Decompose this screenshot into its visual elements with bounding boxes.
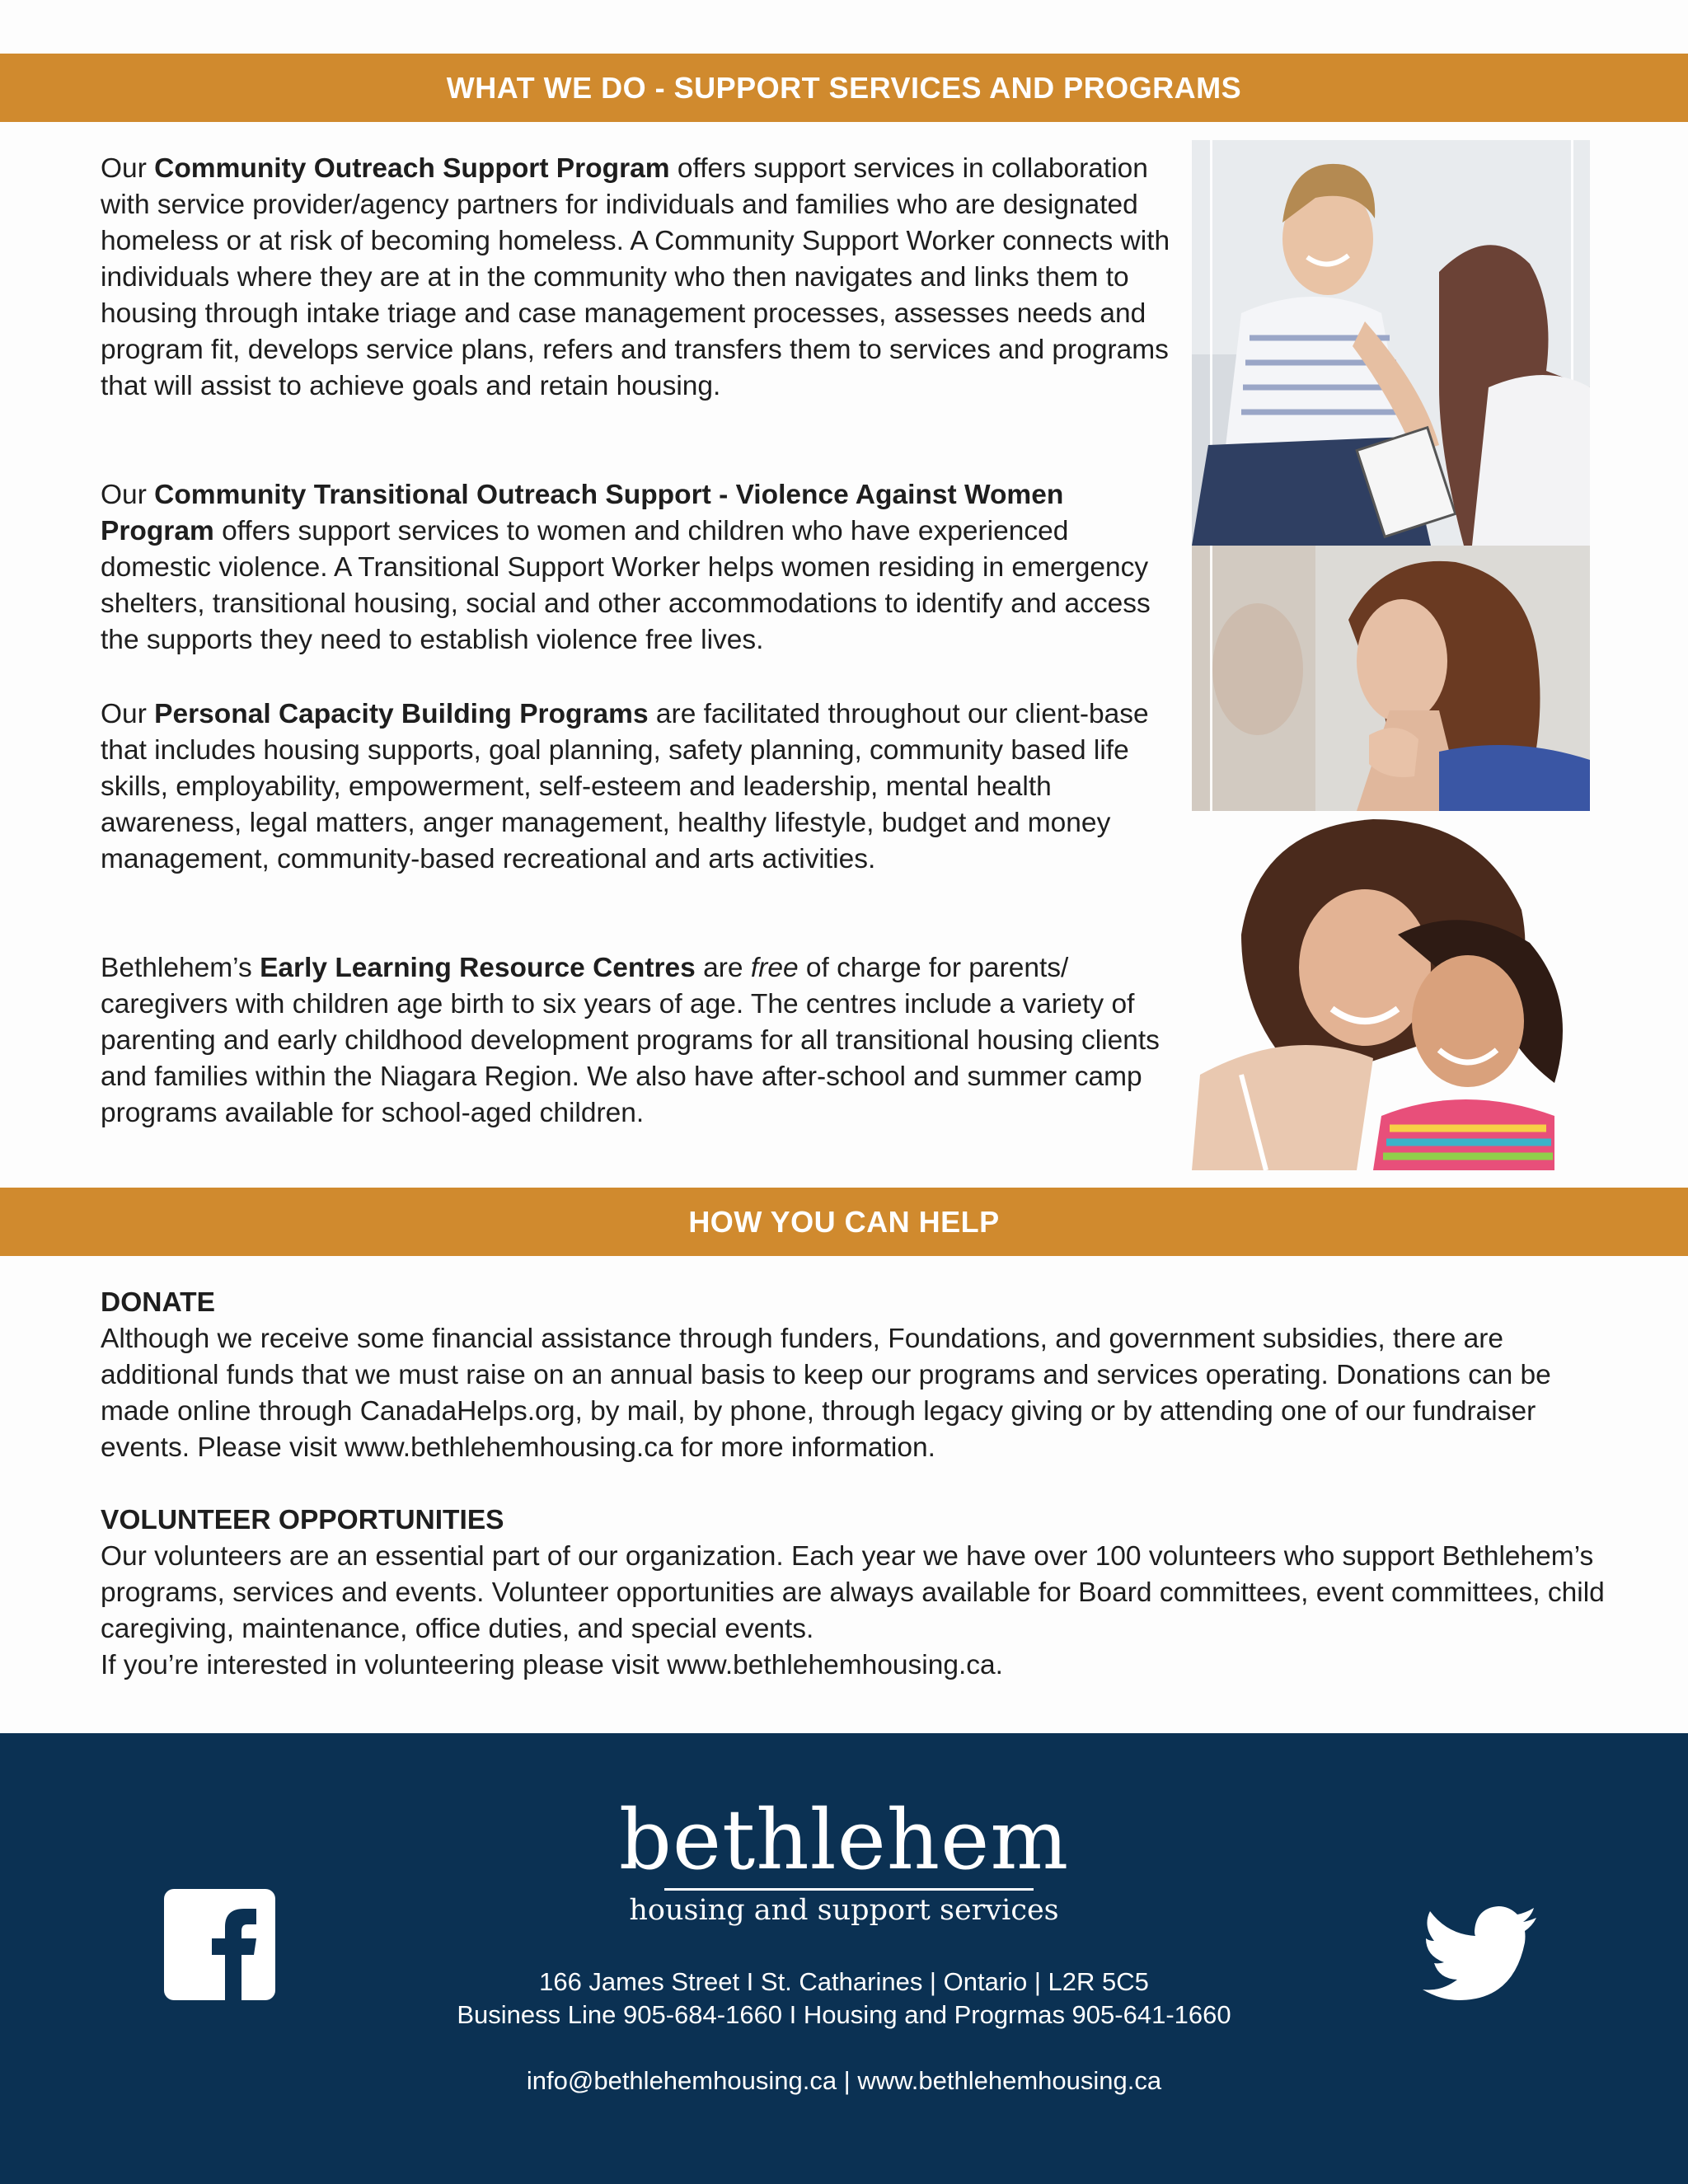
program-description: are facilitated throughout our client-base that includes housing supports, goal planning, safety planning, community based life skills, employability, empowerment, self-esteem and leadership, mental health awareness, legal matters, anger management, healthy lifestyle, budget and money management, community-based recreational and arts activities. — [101, 699, 1149, 874]
program-prefix: Bethlehem’s — [101, 953, 260, 983]
program-early-learning — [101, 950, 1172, 1132]
section-banner-what-we-do: WHAT WE DO - SUPPORT SERVICES AND PROGRAMS — [0, 54, 1688, 122]
volunteer-call-to-action: If you’re interested in volunteering please visit www.bethlehemhousing.ca. — [101, 1650, 1003, 1680]
volunteer-text — [101, 1539, 1609, 1684]
program-description: offers support services in collaboration with service provider/agency partners for individuals and families who are designated homeless or at risk of becoming homeless. A Community Support Worker connects with individuals where they are at in the community who then navigates and links them to housing through intake triage and case management processes, assesses needs and program fit, develops service plans, refers and transfers them to services and programs that will assist to achieve goals and retain housing. — [101, 153, 1170, 401]
photo-support-worker-meeting — [1192, 140, 1590, 546]
program-name: Community Transitional Outreach Support - Violence Against Women Program — [101, 480, 1064, 546]
logo-rule — [664, 1888, 1034, 1891]
program-community-outreach — [101, 151, 1172, 405]
footer-address: 166 James Street I St. Catharines | Ontario | L2R 5C5 — [539, 1967, 1149, 1996]
program-prefix: Our — [101, 699, 155, 729]
donate-text: Although we receive some financial assistance through funders, Foundations, and government subsidies, there are additional funds that we must raise on an annual basis to keep our programs and services operating. Donations can be made online through CanadaHelps.org, by mail, by phone, through legacy giving or by attending one of our fundraiser events. Please visit www.bethlehemhousing.ca for more information. — [101, 1324, 1551, 1463]
volunteer-heading: VOLUNTEER OPPORTUNITIES — [101, 1505, 504, 1535]
program-violence-against-women — [101, 477, 1172, 658]
volunteer-paragraph: Our volunteers are an essential part of our organization. Each year we have over 100 volunteers who support Bethlehem’s programs, services and events. Volunteer opportunities are always available for Board committees, event committees, child caregiving, maintenance, office duties, and special events. — [101, 1541, 1605, 1644]
program-description: of charge for parents/ caregivers with children age birth to six years of age. The centres include a variety of parenting and early childhood development programs for all transitional housing clients and families within the Niagara Region. We also have after-school and summer camp programs available for school-aged children. — [101, 953, 1160, 1128]
program-name: Community Outreach Support Program — [154, 153, 670, 184]
bethlehem-logo: bethlehem — [618, 1792, 1070, 1888]
program-name: Personal Capacity Building Programs — [154, 699, 649, 729]
program-name: Early Learning Resource Centres — [260, 953, 696, 983]
section-banner-how-you-can-help: HOW YOU CAN HELP — [0, 1188, 1688, 1256]
donate-heading: DONATE — [101, 1287, 215, 1318]
footer — [0, 1733, 1688, 2184]
program-prefix: Our — [101, 153, 155, 184]
program-prefix: Our — [101, 480, 155, 510]
program-personal-capacity-building — [101, 696, 1172, 878]
footer-phones: Business Line 905-684-1660 I Housing and Progrmas 905-641-1660 — [457, 2000, 1231, 2029]
footer-contact: info@bethlehemhousing.ca | www.bethlehemhousing.ca — [526, 2066, 1162, 2095]
program-description: offers support services to women and children who have experienced domestic violence. A Transitional Support Worker helps women residing in emergency shelters, transitional housing, social and other accommodations to identify and access the supports they need to establish violence free lives. — [101, 516, 1151, 655]
program-connector: are — [695, 953, 751, 983]
photo-thoughtful-woman — [1192, 546, 1590, 811]
program-emphasis: free — [750, 953, 799, 983]
photo-mother-and-daughter — [1192, 811, 1590, 1170]
logo-tagline: housing and support services — [629, 1894, 1059, 1927]
